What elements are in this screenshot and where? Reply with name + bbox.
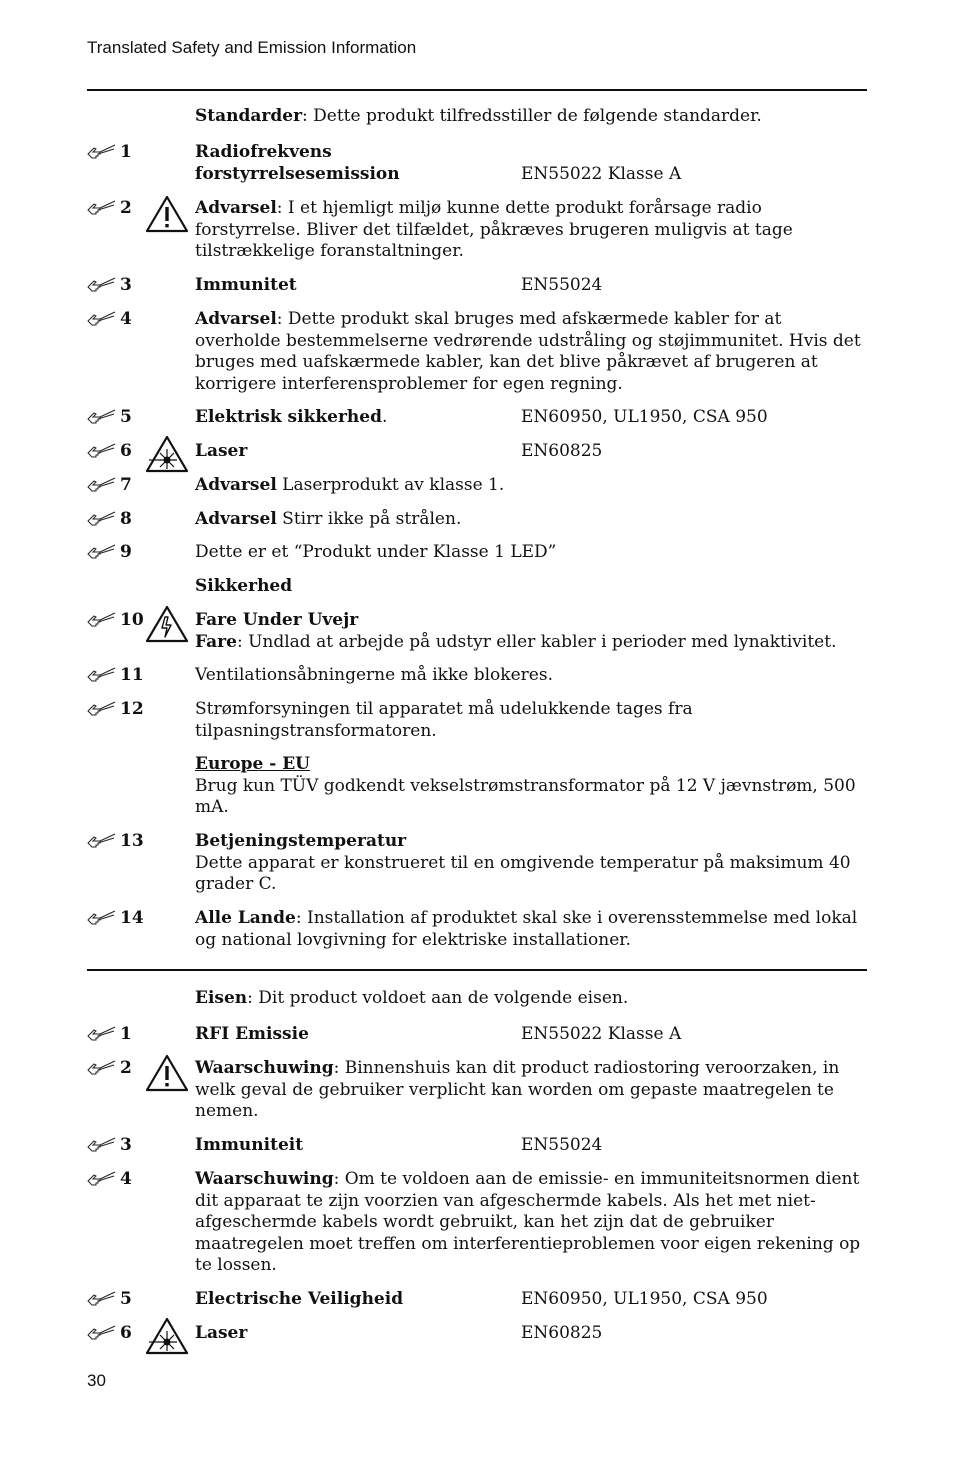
item-label: RFI Emissie <box>195 1024 309 1044</box>
laser-icon <box>145 435 189 473</box>
item-label: Fare Under Uvejr <box>195 610 359 630</box>
item-number: 10 <box>120 610 144 630</box>
pointing-hand-icon <box>87 1137 117 1153</box>
pointing-hand-icon <box>87 277 117 293</box>
item-value: EN60950, UL1950, CSA 950 <box>521 407 768 427</box>
item-number: 2 <box>120 198 132 218</box>
item-number: 4 <box>120 1169 132 1189</box>
item-label-cont: forstyrrelsesemission <box>195 163 400 184</box>
item-text: Stirr ikke på strålen. <box>276 509 462 529</box>
section-divider-top <box>87 89 867 91</box>
item-value: EN55024 <box>521 1135 603 1155</box>
item-value: EN55022 Klasse A <box>521 163 682 184</box>
item-label: Laser <box>195 441 248 461</box>
pointing-hand-icon <box>87 833 117 849</box>
item-label: Elektrisk sikkerhed <box>195 407 382 427</box>
warning-icon <box>145 195 189 233</box>
item-text: Strømforsyningen til apparatet må udelukkende tages fra tilpasningstransformatoren. <box>195 699 693 741</box>
pointing-hand-icon <box>87 511 117 527</box>
item-text: : Undlad at arbejde på udstyr eller kabler i perioder med lynaktivitet. <box>236 631 837 652</box>
pointing-hand-icon <box>87 311 117 327</box>
pointing-hand-icon <box>87 1060 117 1076</box>
item-number: 3 <box>120 275 132 295</box>
item-label: Laser <box>195 1323 248 1343</box>
pointing-hand-icon <box>87 200 117 216</box>
pointing-hand-icon <box>87 544 117 560</box>
item-label-2: Fare <box>195 631 237 652</box>
section-heading: Sikkerhed <box>195 576 293 596</box>
intro-text: : Dit product voldoet aan de volgende eisen. <box>247 988 629 1008</box>
item-label: Waarschuwing <box>195 1169 334 1189</box>
item-text: Ventilationsåbningerne må ikke blokeres. <box>195 665 553 685</box>
item-value: EN55024 <box>521 275 603 295</box>
pointing-hand-icon <box>87 910 117 926</box>
laser-icon <box>145 1317 189 1355</box>
item-value: EN60825 <box>521 441 603 461</box>
item-number: 6 <box>120 441 132 461</box>
item-text: Laserprodukt av klasse 1. <box>276 475 505 495</box>
pointing-hand-icon <box>87 409 117 425</box>
item-text: : Dette produkt skal bruges med afskærmede kabler for at overholde bestemmelserne vedrørende udstråling og støjimmunitet. Hvis det bruges med uafskærmede kabler, kan det blive påkrævet af brugeren at korrigere interferensproblemer for egen regning. <box>195 309 861 394</box>
item-label: Waarschuwing <box>195 1058 334 1078</box>
item-label: Advarsel <box>195 309 277 329</box>
item-text: : Installation af produktet skal ske i overensstemmelse med lokal og national lovgivning for elektriske installationer. <box>195 908 858 950</box>
intro-label: Eisen <box>195 988 248 1008</box>
item-number: 1 <box>120 142 132 162</box>
running-header: Translated Safety and Emission Information <box>87 38 417 57</box>
item-number: 13 <box>120 831 144 851</box>
item-sublabel: Europe - EU <box>195 754 310 774</box>
item-label: Advarsel <box>195 475 277 495</box>
intro-text: : Dette produkt tilfredsstiller de følgende standarder. <box>302 106 762 126</box>
pointing-hand-icon <box>87 667 117 683</box>
item-label: Immuniteit <box>195 1135 304 1155</box>
page-number: 30 <box>87 1371 106 1390</box>
item-label: Immunitet <box>195 275 297 295</box>
item-text: Brug kun TÜV godkendt vekselstrømstransformator på 12 V jævnstrøm, 500 mA. <box>195 775 856 817</box>
item-number: 3 <box>120 1135 132 1155</box>
item-number: 5 <box>120 407 132 427</box>
pointing-hand-icon <box>87 1026 117 1042</box>
item-label: Betjeningstemperatur <box>195 831 407 851</box>
pointing-hand-icon <box>87 443 117 459</box>
item-label: Advarsel <box>195 509 277 529</box>
pointing-hand-icon <box>87 1171 117 1187</box>
lightning-icon <box>145 605 189 643</box>
item-label: Advarsel <box>195 198 277 218</box>
item-label: Alle Lande <box>195 908 296 928</box>
pointing-hand-icon <box>87 1291 117 1307</box>
item-number: 1 <box>120 1024 132 1044</box>
item-number: 14 <box>120 908 144 928</box>
pointing-hand-icon <box>87 1325 117 1341</box>
item-number: 5 <box>120 1289 132 1309</box>
item-value: EN55022 Klasse A <box>521 1024 682 1044</box>
intro-label: Standarder <box>195 106 303 126</box>
pointing-hand-icon <box>87 477 117 493</box>
item-value: EN60825 <box>521 1323 603 1343</box>
item-suffix: . <box>381 407 388 427</box>
pointing-hand-icon <box>87 144 117 160</box>
item-label: Radiofrekvens <box>195 142 332 162</box>
item-number: 7 <box>120 475 132 495</box>
item-number: 11 <box>120 665 144 685</box>
item-text: Dette er et “Produkt under Klasse 1 LED” <box>195 542 557 562</box>
warning-icon <box>145 1054 189 1092</box>
item-number: 12 <box>120 699 144 719</box>
item-text: : Binnenshuis kan dit product radiostoring veroorzaken, in welk geval de gebruiker verplicht kan worden om gepaste maatregelen te nemen. <box>195 1058 840 1121</box>
item-text: : Om te voldoen aan de emissie- en immuniteitsnormen dient dit apparaat te zijn voorzien van afgeschermde kabels. Als het met niet-afgeschermde kabels wordt gebruikt, kan het zijn dat de gebruiker maatregelen moet treffen om interferentieproblemen voor eigen rekening op te lossen. <box>195 1169 861 1275</box>
item-text: Dette apparat er konstrueret til en omgivende temperatur på maksimum 40 grader C. <box>195 852 851 894</box>
item-number: 8 <box>120 509 132 529</box>
item-value: EN60950, UL1950, CSA 950 <box>521 1289 768 1309</box>
item-text: : I et hjemligt miljø kunne dette produkt forårsage radio forstyrrelse. Bliver det tilfældet, påkræves brugeren muligvis at tage tilstrækkelige foranstaltninger. <box>195 198 793 261</box>
item-number: 2 <box>120 1058 132 1078</box>
item-number: 9 <box>120 542 132 562</box>
pointing-hand-icon <box>87 701 117 717</box>
item-label: Electrische Veiligheid <box>195 1289 404 1309</box>
section-divider-middle <box>87 969 867 971</box>
item-number: 4 <box>120 309 132 329</box>
pointing-hand-icon <box>87 612 117 628</box>
item-number: 6 <box>120 1323 132 1343</box>
